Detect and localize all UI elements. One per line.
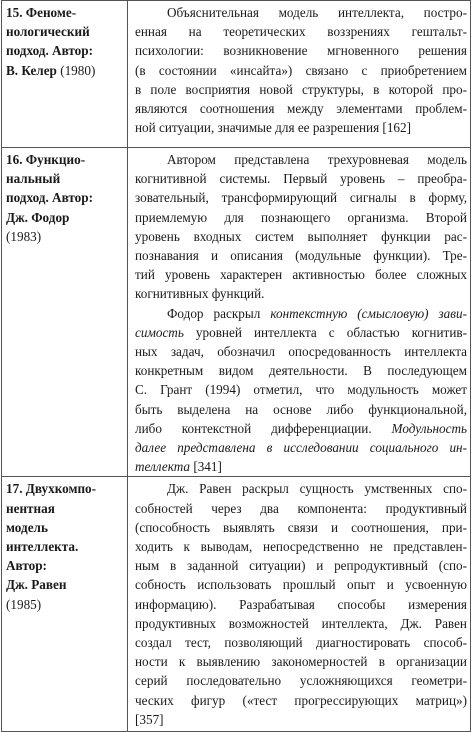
text-line: являются соотношения между элементами проблем-: [135, 101, 467, 117]
heading-line: подход. Автор:: [6, 43, 93, 59]
heading-line: Дж. Равен: [6, 577, 67, 593]
author-name: В. Келер: [6, 62, 57, 78]
text-line: когнитивной системы. Первый уровень – преобра-: [135, 171, 467, 187]
text-line: [135, 438, 467, 457]
text-line: (способность выявлять связи и соотношения, при-: [135, 519, 467, 535]
heading-line: нальный: [6, 171, 61, 187]
heading-line: подход. Автор:: [6, 190, 93, 206]
text-run: уровней интеллекта с областью когнитив-: [183, 324, 467, 340]
text-line: Автором представлена трехуровневая модель: [167, 152, 467, 167]
heading-line: [6, 61, 124, 80]
year: (1980): [60, 62, 96, 78]
row-heading: [6, 150, 124, 227]
row-heading: [6, 479, 124, 594]
text-line: (в состоянии «инсайта») связано с приобретением: [135, 62, 467, 78]
text-line: тий уровень характерен активностью более сложных: [135, 267, 467, 283]
text-line: ной ситуации, значимые для ее разрешения [162]: [135, 120, 411, 136]
text-line: [135, 323, 467, 342]
year: (1985): [6, 596, 42, 612]
text-run: либо контекстной дифференциации.: [135, 420, 392, 436]
text-line: приемлемую для познающего организма. Второй: [135, 209, 467, 225]
text-line: собностей через два компонента: продуктивный: [135, 500, 467, 516]
text-line: когнитивных функций.: [135, 286, 265, 302]
italic-run: контекстную (смысловую) зави-: [270, 305, 467, 321]
row-16-heading-cell: [2, 148, 128, 477]
text-line: познавания и описания (модульные функции). Тре-: [135, 248, 467, 264]
italic-run: Модульность: [391, 420, 467, 436]
text-line: психологии: возникновение мгновенного решения: [135, 43, 467, 59]
year: (1983): [6, 228, 42, 244]
text-line: ности к выявлению закономерностей в организации: [135, 654, 467, 670]
text-line: Дж. Равен раскрыл сущность умственных спо-: [167, 481, 467, 497]
table-row: [2, 148, 471, 477]
text-line: конкретным видом деятельности. В последующем: [135, 363, 467, 379]
text-line: серий последовательно усложняющихся геометри-: [135, 673, 467, 689]
row-15-description-cell: [128, 1, 471, 148]
heading-line: 17. Двухкомпо-: [6, 481, 97, 497]
heading-line: 16. Функцио-: [6, 152, 86, 167]
text-line: [135, 304, 467, 323]
text-line: Объяснительная модель интеллекта, постро-: [167, 5, 467, 20]
row-17-heading-cell: [2, 477, 128, 732]
text-line: ческих фигур («тест прогрессирующих матриц»): [135, 692, 467, 708]
text-line: С. Грант (1994) отметил, что модульность может: [135, 382, 467, 398]
text-line: ных задач, обозначил опосредованность интеллекта: [135, 344, 467, 360]
italic-run: теллекта: [135, 459, 191, 475]
text-line: [357]: [135, 711, 164, 727]
text-line: [135, 419, 467, 438]
heading-line: Автор:: [6, 558, 47, 574]
heading-line: интеллекта.: [6, 539, 79, 555]
text-line: ходить к выводам, непосредственно не представлен-: [135, 539, 467, 555]
text-line: енная на теоретических воззрениях гештальт-: [135, 24, 467, 40]
row-16-description-cell: [128, 148, 471, 477]
row-heading: [6, 3, 124, 80]
table-row: [2, 477, 471, 732]
row-17-description-cell: [128, 477, 471, 732]
text-line: зовательный, трансформирующий сигналы в форму,: [135, 190, 467, 206]
table-row: [2, 1, 471, 148]
text-line: уровень входных систем выполняет функции рас-: [135, 228, 467, 244]
text-line: продуктивных возможностей интеллекта, Дж. Равен: [135, 615, 467, 631]
models-table: [1, 0, 471, 732]
text-line: создал тест, позволяющий диагностировать способ-: [135, 635, 467, 651]
text-run: Фодор раскрыл: [167, 305, 271, 321]
text-line: собность использовать прошлый опыт и усвоенную: [135, 577, 467, 593]
heading-line: 15. Феноме-: [6, 5, 77, 20]
text-line: в поле восприятия новой структуры, в которой про-: [135, 81, 467, 97]
italic-run: далее представлена в исследовании социального ин-: [135, 440, 467, 456]
row-15-heading-cell: [2, 1, 128, 148]
italic-run: симость: [135, 324, 184, 340]
text-line: информацию). Разрабатывая способы измерения: [135, 596, 467, 612]
text-line: ным в заданной ситуации) и репродуктивный (спо-: [135, 558, 467, 574]
heading-line: нологический: [6, 24, 90, 40]
text-line: [135, 457, 467, 476]
heading-line: нентная: [6, 500, 55, 516]
heading-line: модель: [6, 519, 48, 535]
heading-line: Дж. Фодор: [6, 209, 70, 225]
text-run: [341]: [190, 459, 222, 475]
text-line: быть выделена на основе либо функциональной,: [135, 401, 467, 417]
